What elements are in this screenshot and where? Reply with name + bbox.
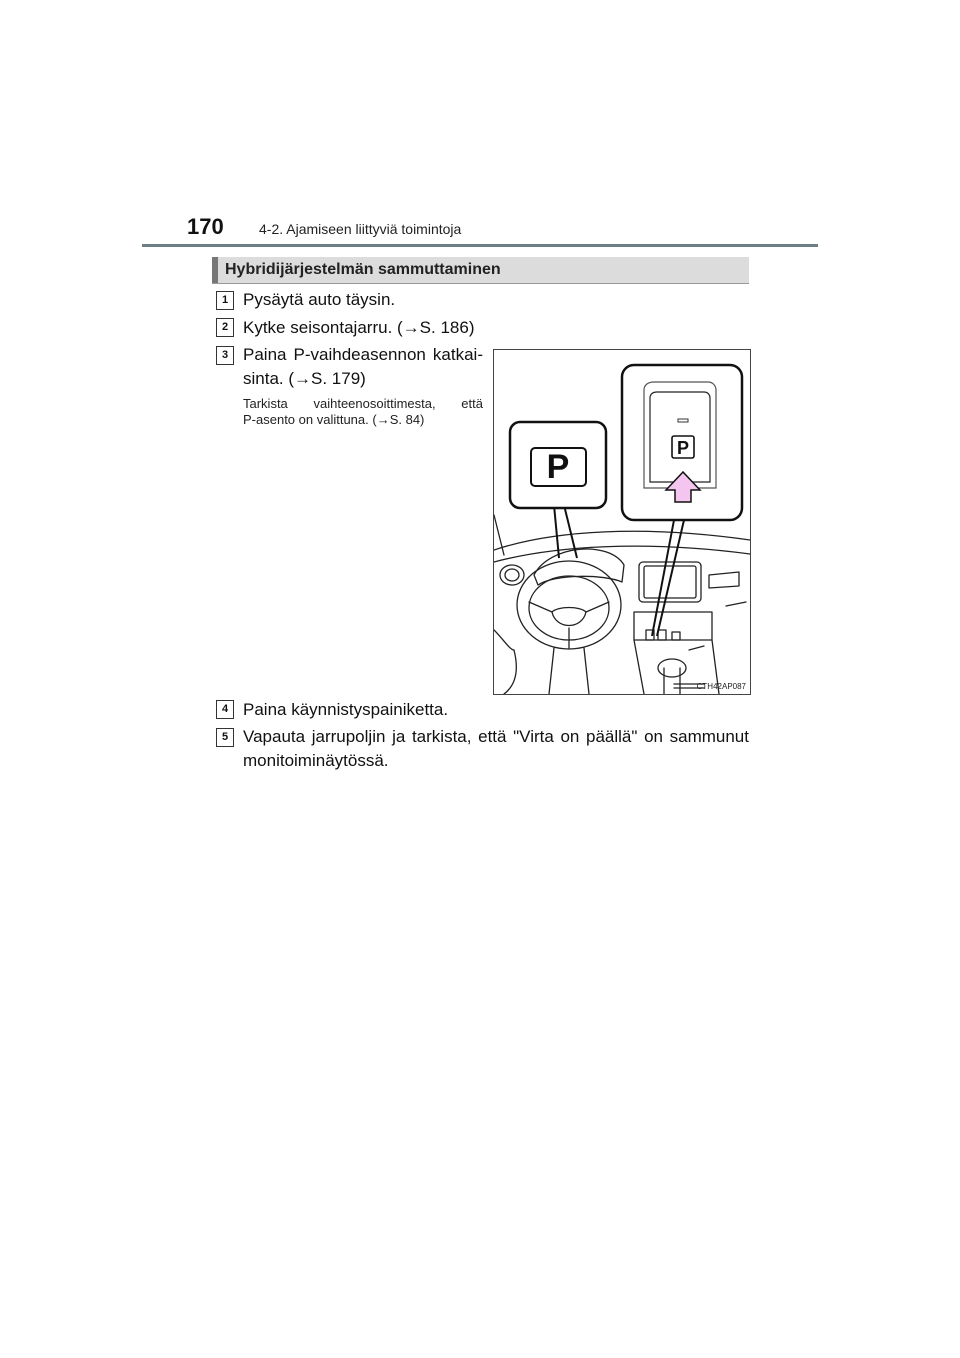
note-line-1: Tarkista vaihteenosoittimesta, että	[243, 396, 483, 411]
dash-line-2	[494, 546, 750, 562]
dashboard-drawing	[494, 350, 750, 694]
step-text-3-line1: Paina P-vaihdeasennon katkai-	[243, 345, 483, 364]
section-path: 4-2. Ajamiseen liittyviä toimintoja	[259, 221, 462, 237]
step-text-5-line1: Vapauta jarrupoljin ja tarkista, että "Virta on päällä" on sammunut	[243, 727, 749, 746]
large-p-letter: P	[546, 448, 570, 486]
step-text-2: Kytke seisontajarru. (→S. 186)	[243, 318, 475, 337]
note	[243, 396, 483, 428]
small-p-letter: P	[676, 438, 690, 458]
note-line-2: P-asento on valittuna. (→S. 84)	[243, 412, 425, 427]
step-number-3: 3	[216, 346, 234, 365]
header-rule	[142, 244, 818, 247]
step-number-4: 4	[216, 700, 234, 719]
step-number-2: 2	[216, 318, 234, 337]
figure-code: CTH42AP087	[696, 682, 746, 691]
heading-accent	[212, 257, 218, 283]
step-text-1: Pysäytä auto täysin.	[243, 290, 396, 309]
illustration	[493, 349, 751, 695]
dash-line-top	[494, 531, 750, 550]
step-text-5-line2: monitoiminäytössä.	[243, 751, 389, 770]
page-number: 170	[187, 214, 224, 239]
step-text-4: Paina käynnistyspainiketta.	[243, 700, 449, 719]
step-number-5: 5	[216, 728, 234, 747]
section-heading-bar	[212, 257, 749, 284]
step-number-1: 1	[216, 291, 234, 310]
instrument-hood	[534, 549, 624, 585]
step-text-3-line2: sinta. (→S. 179)	[243, 369, 366, 388]
section-title: Hybridijärjestelmän sammuttaminen	[225, 261, 501, 278]
